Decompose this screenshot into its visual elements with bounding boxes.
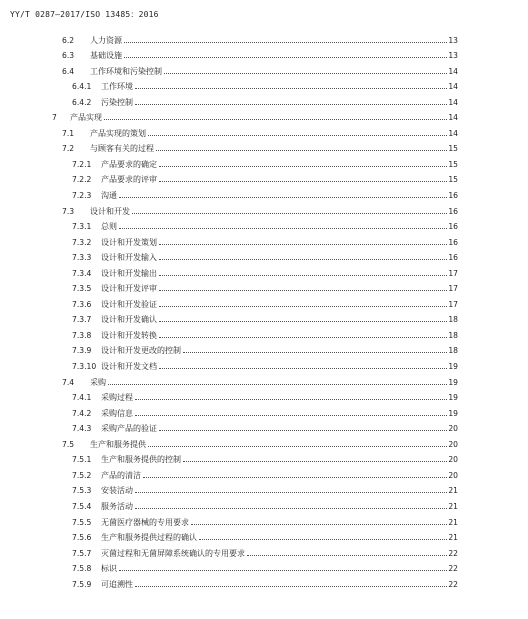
toc-entry-page-number: 16 [448,222,458,232]
toc-entry[interactable] [52,388,458,404]
toc-entry-page-number: 19 [448,362,458,372]
toc-entry[interactable] [52,30,458,46]
dot-leader [199,539,447,540]
toc-entry-number: 7.2 [62,144,75,154]
toc-entry-page-number: 14 [448,82,458,92]
toc-entry-number: 7.3.8 [72,330,92,340]
toc-entry-number: 7.3 [62,206,75,216]
toc-entry-title: 沟通 [101,191,117,201]
dot-leader [135,88,447,89]
toc-entry-title: 可追溯性 [101,579,133,589]
toc-entry[interactable] [52,481,458,497]
toc-entry-number: 7.3.10 [72,362,97,372]
dot-leader [159,244,447,245]
toc-entry-title: 生产和服务提供 [90,439,146,449]
toc-entry-number: 7.5.6 [72,533,92,543]
toc-entry-number: 7 [52,113,57,123]
toc-entry-number: 7.3.7 [72,315,92,325]
toc-entry-page-number: 18 [448,315,458,325]
toc-entry-page-number: 22 [448,579,458,589]
toc-entry-number: 7.5 [62,439,75,449]
toc-entry-page-number: 20 [448,424,458,434]
toc-entry-page-number: 21 [448,533,458,543]
toc-entry-page-number: 21 [448,486,458,496]
toc-entry[interactable] [52,574,458,590]
toc-entry-number: 6.4.1 [72,82,92,92]
toc-entry-number: 7.3.2 [72,237,92,247]
toc-entry-title: 设计和开发策划 [101,237,157,247]
document-header: YY/T 0287—2017/ISO 13485：2016 [10,10,159,19]
dot-leader [108,384,447,385]
toc-entry[interactable] [52,496,458,512]
toc-entry-page-number: 16 [448,206,458,216]
toc-entry-number: 7.5.3 [72,486,92,496]
toc-entry[interactable] [52,434,458,450]
toc-entry-title: 设计和开发转换 [101,330,157,340]
toc-entry-title: 基础设施 [90,51,122,61]
dot-leader [143,477,447,478]
toc-entry-number: 7.5.1 [72,455,92,465]
toc-entry-page-number: 13 [448,51,458,61]
toc-entry-title: 生产和服务提供的控制 [101,455,181,465]
toc-entry-title: 污染控制 [101,97,133,107]
toc-entry[interactable] [52,61,458,77]
toc-entry[interactable] [52,325,458,341]
dot-leader [135,586,447,587]
toc-entry-number: 7.3.1 [72,222,92,232]
toc-entry-title: 标识 [101,564,117,574]
toc-entry[interactable] [52,185,458,201]
dot-leader [159,181,447,182]
toc-entry-page-number: 21 [448,501,458,511]
toc-entry[interactable] [52,77,458,93]
dot-leader [124,42,447,43]
dot-leader [135,399,447,400]
toc-entry-title: 设计和开发更改的控制 [101,346,181,356]
dot-leader [159,337,447,338]
toc-entry-number: 7.2.3 [72,191,92,201]
dot-leader [104,119,447,120]
toc-entry-page-number: 18 [448,330,458,340]
dot-leader [183,461,447,462]
toc-entry[interactable] [52,201,458,217]
toc-entry-title: 采购产品的验证 [101,424,157,434]
dot-leader [119,570,447,571]
toc-entry[interactable] [52,543,458,559]
toc-entry-title: 产品要求的确定 [101,159,157,169]
toc-entry[interactable] [52,139,458,155]
toc-entry-number: 7.2.2 [72,175,92,185]
toc-entry[interactable] [52,248,458,264]
toc-entry-page-number: 14 [448,113,458,123]
toc-entry-page-number: 22 [448,564,458,574]
dot-leader [159,368,447,369]
toc-entry-title: 设计和开发文档 [101,362,157,372]
toc-entry-title: 产品要求的评审 [101,175,157,185]
dot-leader [159,321,447,322]
toc-entry[interactable] [52,512,458,528]
dot-leader [191,524,447,525]
toc-entry[interactable] [52,403,458,419]
toc-entry[interactable] [52,123,458,139]
toc-entry[interactable] [52,217,458,233]
toc-entry-title: 产品实现的策划 [90,128,146,138]
toc-entry-page-number: 16 [448,237,458,247]
toc-entry-title: 总则 [101,222,117,232]
toc-entry-number: 7.4.1 [72,393,92,403]
toc-entry-number: 7.5.5 [72,517,92,527]
toc-entry-title: 采购信息 [101,408,133,418]
toc-entry[interactable] [52,154,458,170]
dot-leader [132,213,447,214]
toc-entry-number: 7.1 [62,128,75,138]
toc-entry-page-number: 17 [448,299,458,309]
toc-entry-page-number: 20 [448,439,458,449]
dot-leader [183,352,447,353]
toc-entry-page-number: 17 [448,268,458,278]
toc-entry-title: 采购 [90,377,106,387]
toc-entry-title: 设计和开发确认 [101,315,157,325]
toc-entry-title: 设计和开发评审 [101,284,157,294]
toc-entry[interactable] [52,279,458,295]
toc-entry-number: 7.3.6 [72,299,92,309]
toc-entry-title: 设计和开发验证 [101,299,157,309]
toc-entry-number: 7.4 [62,377,75,387]
toc-entry-number: 6.3 [62,51,75,61]
toc-entry-title: 产品实现 [70,113,102,123]
toc-entry-title: 服务活动 [101,501,133,511]
dot-leader [159,306,447,307]
toc-entry-page-number: 20 [448,455,458,465]
toc-entry[interactable] [52,450,458,466]
toc-entry-number: 7.5.8 [72,564,92,574]
dot-leader [159,275,447,276]
dot-leader [124,57,447,58]
toc-entry[interactable] [52,46,458,62]
dot-leader [164,73,447,74]
toc-entry[interactable] [52,559,458,575]
toc-entry-title: 与顾客有关的过程 [90,144,154,154]
toc-entry-title: 采购过程 [101,393,133,403]
toc-entry-number: 7.5.7 [72,548,92,558]
toc-entry-page-number: 18 [448,346,458,356]
toc-entry-page-number: 21 [448,517,458,527]
toc-entry[interactable] [52,419,458,435]
toc-entry-number: 7.3.4 [72,268,92,278]
toc-entry-page-number: 20 [448,470,458,480]
toc-entry-page-number: 22 [448,548,458,558]
toc-entry-number: 7.3.3 [72,253,92,263]
toc-entry-page-number: 19 [448,408,458,418]
toc-entry-number: 7.3.9 [72,346,92,356]
toc-entry-page-number: 19 [448,393,458,403]
toc-entry[interactable] [52,310,458,326]
dot-leader [156,150,447,151]
dot-leader [135,104,447,105]
toc-entry-number: 7.4.3 [72,424,92,434]
dot-leader [159,290,447,291]
toc-entry-page-number: 14 [448,128,458,138]
toc-entry-page-number: 15 [448,175,458,185]
toc-entry-page-number: 15 [448,159,458,169]
toc-entry-page-number: 14 [448,66,458,76]
toc-entry-number: 7.3.5 [72,284,92,294]
toc-entry[interactable] [52,170,458,186]
toc-entry-page-number: 13 [448,35,458,45]
toc-entry[interactable] [52,108,458,124]
toc-entry[interactable] [52,372,458,388]
toc-entry[interactable] [52,528,458,544]
toc-entry-number: 6.2 [62,35,75,45]
toc-entry-page-number: 15 [448,144,458,154]
toc-entry-title: 设计和开发 [90,206,130,216]
toc-entry-number: 7.5.9 [72,579,92,589]
dot-leader [119,228,447,229]
toc-entry-number: 6.4 [62,66,75,76]
toc-entry-title: 设计和开发输出 [101,268,157,278]
toc-entry-title: 设计和开发输入 [101,253,157,263]
dot-leader [135,508,447,509]
toc-entry-page-number: 14 [448,97,458,107]
toc-entry-page-number: 19 [448,377,458,387]
toc-entry-number: 7.2.1 [72,159,92,169]
dot-leader [148,135,447,136]
toc-entry-title: 工作环境和污染控制 [90,66,162,76]
toc-entry[interactable] [52,92,458,108]
dot-leader [119,197,447,198]
toc-entry-title: 生产和服务提供过程的确认 [101,533,197,543]
toc-entry[interactable] [52,263,458,279]
table-of-contents [52,30,458,590]
toc-entry-title: 产品的清洁 [101,470,141,480]
dot-leader [135,415,447,416]
dot-leader [159,166,447,167]
toc-entry-page-number: 17 [448,284,458,294]
dot-leader [135,492,447,493]
toc-entry-title: 工作环境 [101,82,133,92]
dot-leader [159,259,447,260]
toc-entry-title: 安装活动 [101,486,133,496]
dot-leader [159,430,447,431]
toc-entry[interactable] [52,294,458,310]
toc-entry[interactable] [52,465,458,481]
toc-entry-page-number: 16 [448,253,458,263]
toc-entry-title: 人力资源 [90,35,122,45]
dot-leader [247,555,447,556]
toc-entry[interactable] [52,356,458,372]
toc-entry[interactable] [52,232,458,248]
dot-leader [148,446,447,447]
toc-entry[interactable] [52,341,458,357]
toc-entry-number: 7.5.2 [72,470,92,480]
toc-entry-number: 7.4.2 [72,408,92,418]
toc-entry-page-number: 16 [448,191,458,201]
toc-entry-title: 灭菌过程和无菌屏障系统确认的专用要求 [101,548,245,558]
toc-entry-title: 无菌医疗器械的专用要求 [101,517,189,527]
toc-entry-number: 7.5.4 [72,501,92,511]
toc-entry-number: 6.4.2 [72,97,92,107]
